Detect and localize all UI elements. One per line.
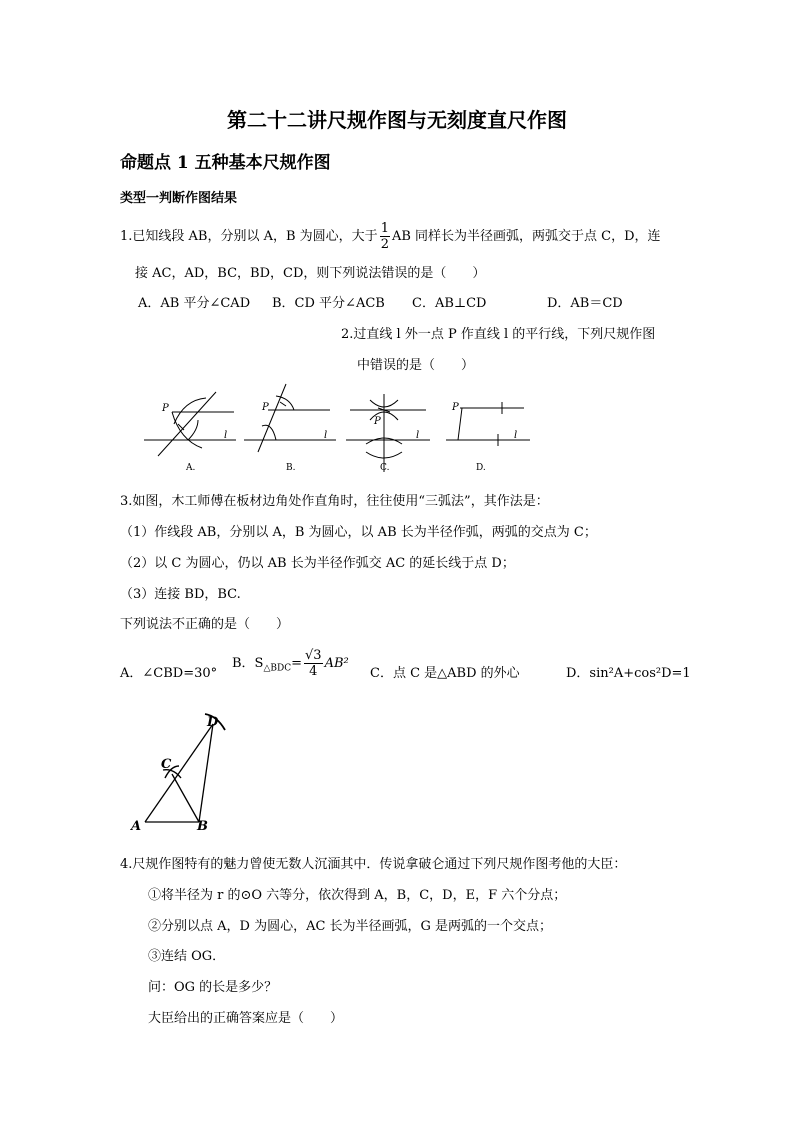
q3-step-3: （3）连接 BD，BC. [120,587,241,602]
q2-figure-b [244,384,336,452]
q2-line2: 中错误的是（ ） [357,358,475,373]
q1-fraction [380,221,390,252]
q1-line1 [120,221,661,252]
q3-optb-den: 4 [309,664,318,679]
q2-fig-label-a: A. [186,463,196,473]
q1-option-b: B．CD 平分∠ACB [272,296,385,311]
q3-question: 下列说法不正确的是（ ） [120,617,290,632]
q2-figure-a [144,392,236,456]
q4-step-3: ③连结 OG． [148,949,226,964]
q2-fig-d-line: l [514,430,518,441]
q3-fig-label-a: A [131,819,142,834]
q4-intro: 4.尺规作图特有的魅力曾使无数人沉湎其中．传说拿破仑通过下列尺规作图考他的大臣： [120,857,627,872]
q2-fig-a-line: l [224,430,228,441]
q4-answer-prompt: 大臣给出的正确答案应是（ ） [148,1011,344,1026]
q1-option-a: A．AB 平分∠CAD [138,296,251,311]
q3-fig-label-d: D [207,715,219,730]
q2-fig-label-b: B. [286,463,296,473]
q2-fig-c-point: P [374,416,381,427]
q2-fig-label-c: C. [380,463,390,473]
q3-optb-prefix: B．S [232,656,264,671]
q2-line1: 2.过直线 l 外一点 P 作直线 l 的平行线，下列尺规作图 [341,327,656,342]
q3-fig-label-b: B [197,819,208,834]
q3-step-2: （2）以 C 为圆心，仍以 AB 长为半径作弧交 AC 的延长线于点 D； [120,556,515,571]
q4-step-2: ②分别以点 A，D 为圆心，AC 长为半径画弧，G 是两弧的一个交点； [148,919,553,934]
q4-question: 问：OG 的长是多少？ [148,980,278,995]
q4-step-1: ①将半径为 r 的⊙O 六等分，依次得到 A，B，C，D，E，F 六个分点； [148,888,567,903]
q3-figure [125,708,235,834]
q3-option-a: A．∠CBD=30° [120,666,218,681]
q3-optb-num: √3 [305,648,322,663]
q3-step-1: （1）作线段 AB，分别以 A，B 为圆心，以 AB 长为半径作弧，两弧的交点为 C； [120,525,597,540]
q3-optb-fraction [304,648,323,679]
q2-fig-label-d: D. [476,463,486,473]
q1-option-c: C．AB⊥CD [412,296,487,311]
q3-option-b [232,648,349,679]
q1-option-d: D．AB＝CD [547,296,623,311]
q2-fig-c-line: l [416,430,420,441]
q3-optb-tail: AB² [324,656,349,671]
q3-optb-sub: △BDC [263,663,292,674]
section-heading: 命题点 1 五种基本尺规作图 [120,153,331,173]
q1-frac-den: 2 [380,237,389,252]
q3-intro: 3.如图，木工师傅在板材边角处作直角时，往往使用“三弧法”，其作法是： [120,494,549,509]
type-heading: 类型一判断作图结果 [120,191,238,206]
q1-line2: 接 AC，AD，BC，BD，CD，则下列说法错误的是（ ） [135,266,486,281]
q1-text-a: 1.已知线段 AB，分别以 A，B 为圆心，大于 [120,229,378,244]
q2-fig-d-point: P [452,402,459,413]
q2-figures [140,380,540,476]
q2-fig-b-line: l [324,430,328,441]
q1-frac-num: 1 [380,221,389,236]
page-title: 第二十二讲尺规作图与无刻度直尺作图 [227,108,567,132]
q1-text-b: AB 同样长为半径画弧，两弧交于点 C，D，连 [391,229,661,244]
q3-option-c: C．点 C 是△ABD 的外心 [370,666,520,681]
q3-option-d: D．sin²A+cos²D=1 [566,666,691,681]
q2-fig-a-point: P [162,403,169,414]
q3-optb-eq: = [291,656,303,671]
q2-fig-b-point: P [262,402,269,413]
q3-fig-label-c: C [161,757,172,772]
